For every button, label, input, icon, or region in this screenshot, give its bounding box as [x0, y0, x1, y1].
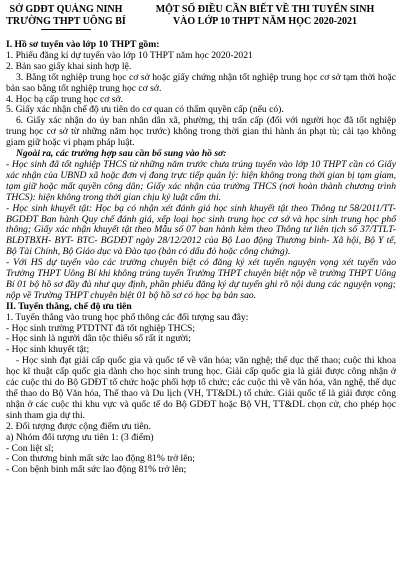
section2-group-a: a) Nhóm đối tượng ưu tiên 1: (3 điểm)	[6, 431, 154, 443]
section1-extra-item: - Học sinh khuyết tật: Học bạ có nhận xét đánh giá học sinh khuyết tật theo Thông tư 58/2011/TT-BGDĐT Ban hành Quy chế đánh giá, xếp loại học sinh trung học cơ sở và học sinh trung học phổ thông; Giấy xác nhận khuyết tật theo Mẫu số 07 ban hành kèm theo Thông tư liên tịch số 37/TTLT- BLĐTBXH- BYT- BTC- BGDĐT ngày 28/12/2012 của Bộ Lao động Thương binh- Xã hội, Bộ Y tế, Bộ Tài Chính, Bộ Giáo dục và Đào tạo (bản có dấu đỏ hoặc công chứng).	[6, 202, 396, 258]
section1-item: 5. Giấy xác nhận chế độ ưu tiên do cơ quan có thẩm quyền cấp (nếu có).	[6, 104, 284, 116]
document-body	[6, 40, 396, 476]
section2-item: - Học sinh trường PTDTNT đã tốt nghiệp THCS;	[6, 322, 195, 334]
document-title-line1: MỘT SỐ ĐIỀU CẦN BIẾT VỀ THI TUYỂN SINH	[155, 4, 375, 15]
section1-item: 4. Học bạ cấp trung học cơ sở.	[6, 93, 123, 105]
section1-heading: I. Hồ sơ tuyển vào lớp 10 THPT gồm:	[6, 39, 160, 50]
issuer-block	[6, 4, 126, 30]
section1-item: 6. Giấy xác nhận do ủy ban nhân dân xã, phường, thị trấn cấp (đối với người học đã tốt nghiệp trung học cơ sở từ những năm học trước) không trong thời gian thi hành án phạt tù; cải tạo không giam giữ hoặc vi phạm pháp luật.	[6, 115, 396, 149]
section2-intro: 1. Tuyển thẳng vào trung học phổ thông các đối tượng sau đây:	[6, 311, 249, 323]
document-header	[6, 4, 396, 30]
section1-extra-item: - Học sinh đã tốt nghiệp THCS từ những năm trước chưa trúng tuyển vào lớp 10 THPT cần có Giấy xác nhận của UBND xã hoặc đơn vị đang trực tiếp quản lý: hiện không trong thời gian bị tạm giam, tạm giữ hoặc mất quyền công dân; Giấy xác nhận của trường THCS (nơi hoàn thành chương trình THCS): hiện không trong thời gian chịu kỷ luật cấm thi.	[6, 158, 396, 203]
section2-sub-intro: 2. Đối tượng được cộng điểm ưu tiên.	[6, 420, 151, 432]
section1-item: 2. Bản sao giấy khai sinh hợp lệ.	[6, 60, 132, 72]
section1-item: 1. Phiếu đăng kí dự tuyển vào lớp 10 THPT năm học 2020-2021	[6, 49, 253, 61]
section1-extra-heading: Ngoài ra, các trường hợp sau cần bổ sung vào hồ sơ:	[16, 148, 227, 160]
section2-group-a-item: - Con bệnh binh mất sức lao động 81% trở lên;	[6, 464, 187, 476]
document-title-line2: VÀO LỚP 10 THPT NĂM HỌC 2020-2021	[172, 16, 358, 27]
department-name: SỞ GDĐT QUẢNG NINH	[9, 4, 123, 15]
section2-item: - Học sinh đạt giải cấp quốc gia và quốc tế về văn hóa; văn nghệ; thể dục thể thao; cuộc thi khoa học kĩ thuật cấp quốc gia dành cho học sinh trung học. Giải cấp quốc gia là giải được công nhận ở các cuộc thi do Bộ GDĐT tổ chức hoặc phối hợp tổ chức; các cuộc thi về văn hóa, văn nghệ, thể dục thể thao do Bộ Văn hóa, Thể thao và Du lịch (VH, TT&DL) tổ chức. Giải quốc tế là giải được công nhận ở các cuộc thi khu vực và quốc tế do Bộ GDĐT hoặc Bộ VH, TT&DL chọn cử, cho phép học sinh tham gia dự thi.	[6, 355, 396, 421]
school-name: TRƯỜNG THPT UÔNG BÍ	[6, 16, 126, 27]
section2-group-a-item: - Con liệt sĩ;	[6, 442, 54, 454]
section2-heading: II. Tuyển thẳng, chế độ ưu tiên	[6, 300, 132, 312]
section2-item: - Học sinh là người dân tộc thiểu số rất ít người;	[6, 333, 191, 345]
section1-extra-item: - Với HS dự tuyển vào các trường chuyên biệt có đăng ký xét tuyển nguyện vọng xét tuyển vào Trường THPT Uông Bí khi không trúng tuyển Trường THPT chuyên biệt nộp về trường THPT Uông Bí 01 bộ hồ sơ đầy đủ như quy định, phần phiếu đăng ký dự tuyển ghi rõ nội dung các nguyện vọng; nộp về Trường THPT chuyên biệt 01 bộ hồ sơ có học bạ bản sao.	[6, 257, 396, 301]
issuer-underline	[41, 29, 91, 30]
title-block	[134, 4, 396, 28]
section1-item: 3. Bằng tốt nghiệp trung học cơ sở hoặc giấy chứng nhận tốt nghiệp trung học cơ sở tạm thời hoặc bản sao bằng tốt nghiệp trung học cơ sở.	[6, 71, 396, 94]
section2-item: - Học sinh khuyết tật;	[6, 344, 90, 356]
section2-group-a-item: - Con thương binh mất sức lao động 81% trở lên;	[6, 453, 195, 465]
